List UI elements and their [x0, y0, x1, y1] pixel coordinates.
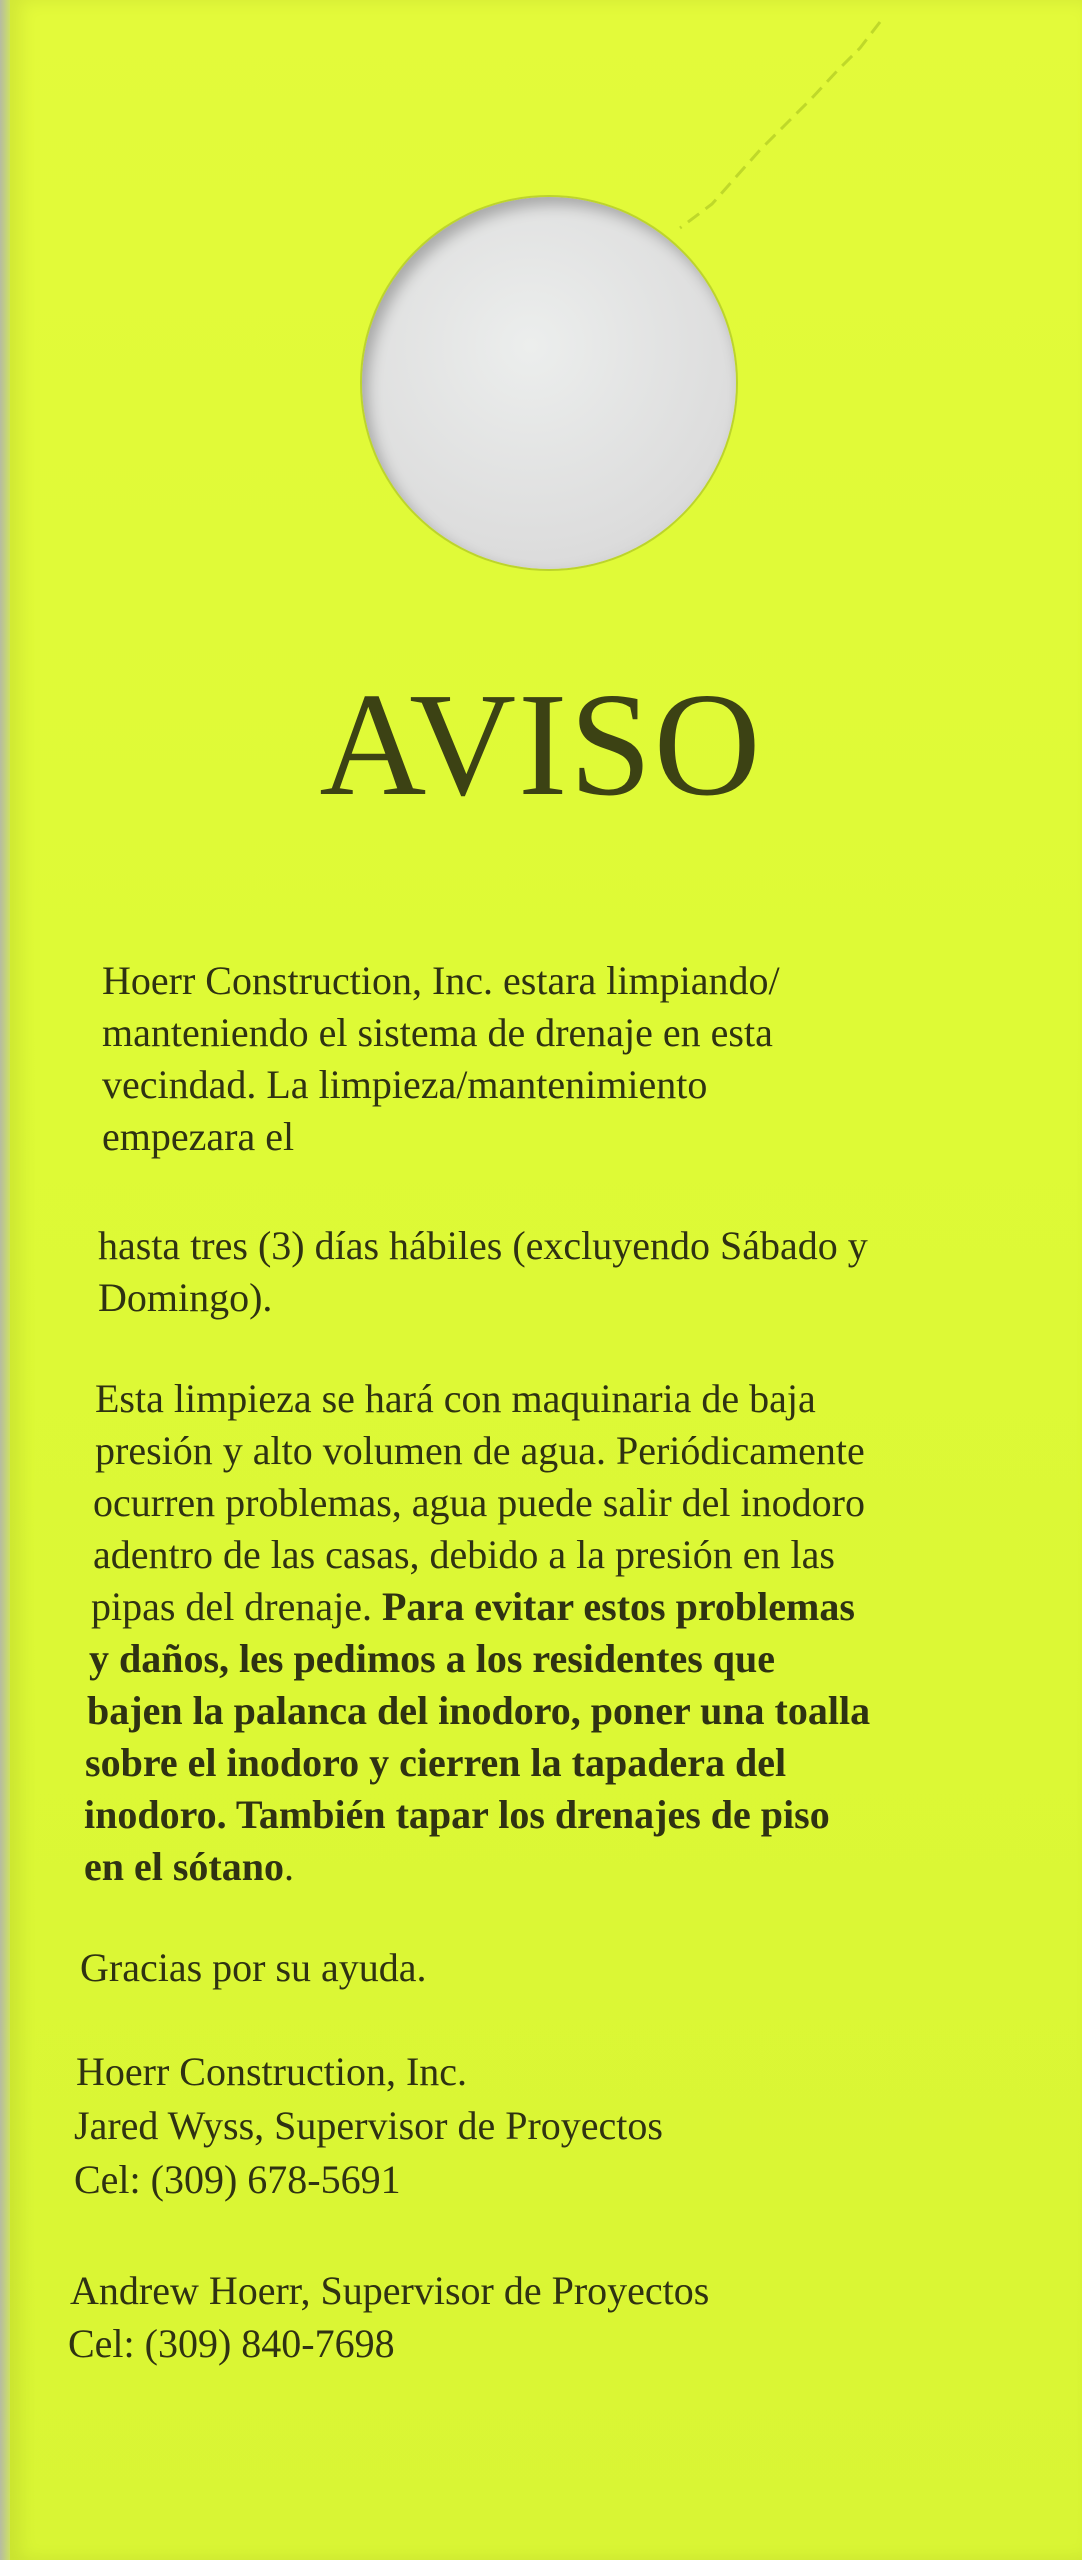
paragraph3-line	[84, 1789, 830, 1841]
paragraph1-line: empezara el	[102, 1114, 295, 1159]
paragraph3-line: en el sótano.	[84, 1844, 294, 1889]
supervisor-name: Andrew Hoerr, Supervisor de Proyectos	[70, 2268, 710, 2313]
page-title: AVISO	[319, 663, 763, 827]
paragraph3-line: Esta limpieza se hará con maquinaria de baja	[95, 1376, 816, 1421]
paragraph3-line: pipas del drenaje. Para evitar estos problemas	[91, 1584, 855, 1629]
bold-emphasis: inodoro. También tapar los drenajes de piso	[84, 1792, 830, 1837]
supervisor-phone: Cel: (309) 840-7698	[68, 2321, 395, 2366]
supervisor-phone: Cel: (309) 678-5691	[74, 2157, 401, 2202]
paragraph3-line: adentro de las casas, debido a la presión en las	[93, 1532, 835, 1577]
paragraph3-line: presión y alto volumen de agua. Periódicamente	[95, 1428, 865, 1473]
bold-emphasis: bajen la palanca del inodoro, poner una toalla	[87, 1688, 871, 1733]
hanger-hole	[362, 197, 736, 569]
bold-emphasis: Para evitar estos problemas	[382, 1584, 855, 1629]
supervisor-name: Jared Wyss, Supervisor de Proyectos	[74, 2103, 663, 2148]
paragraph1-line: manteniendo el sistema de drenaje en esta	[102, 1010, 773, 1055]
paragraph2-line: Domingo).	[98, 1275, 273, 1320]
paragraph1-line: Hoerr Construction, Inc. estara limpiando/	[102, 958, 780, 1003]
bold-emphasis: y daños, les pedimos a los residentes que	[89, 1636, 776, 1681]
bold-emphasis: sobre el inodoro y cierren la tapadera del	[85, 1740, 787, 1785]
paragraph3-line	[89, 1633, 775, 1685]
thanks-text: Gracias por su ayuda.	[80, 1945, 427, 1990]
paragraph3-line	[87, 1685, 870, 1737]
paragraph3-line: ocurren problemas, agua puede salir del inodoro	[93, 1480, 865, 1525]
paragraph3-line	[85, 1737, 786, 1789]
paragraph1-line: vecindad. La limpieza/mantenimiento	[102, 1062, 708, 1107]
company-name: Hoerr Construction, Inc.	[76, 2049, 468, 2094]
paragraph2-line: hasta tres (3) días hábiles (excluyendo Sábado y	[98, 1223, 868, 1268]
bold-emphasis: en el sótano	[84, 1844, 284, 1889]
